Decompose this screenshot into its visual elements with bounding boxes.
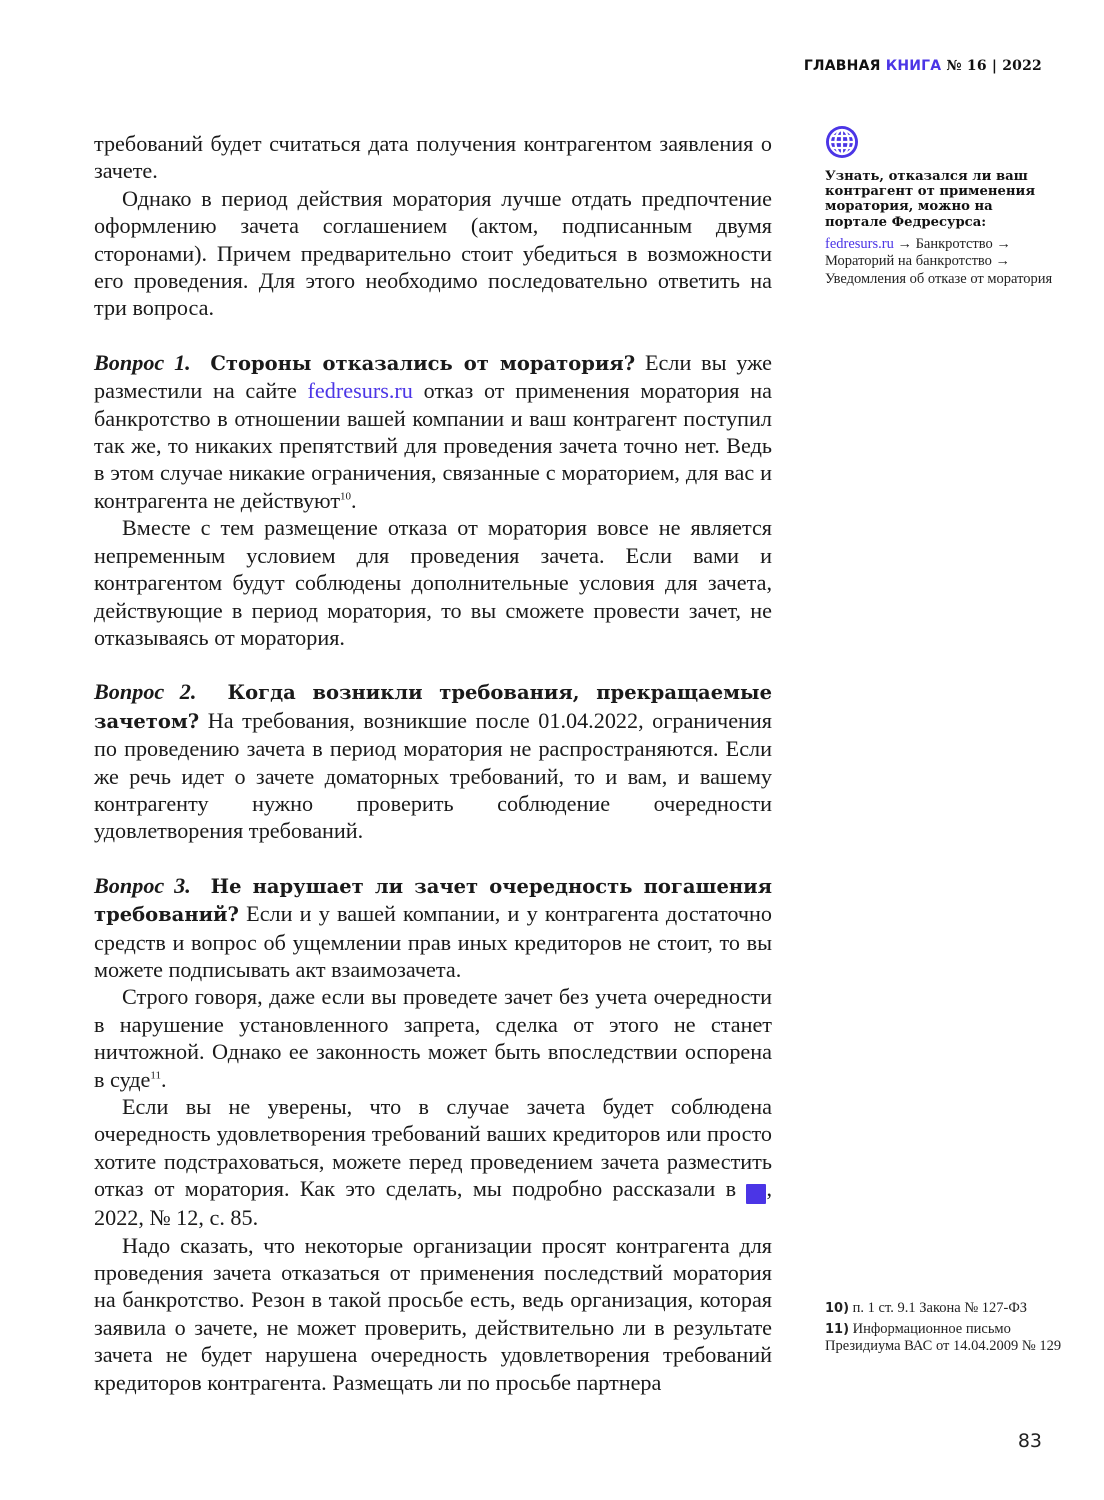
- fedresurs-link[interactable]: fedresurs.ru: [825, 235, 894, 252]
- sidebar-title: Узнать, отказался ли ваш контрагент от применения моратория, можно на портале Федресурса:: [825, 169, 1036, 230]
- footnote-ref[interactable]: 11: [150, 1069, 162, 1082]
- paragraph: Однако в период действия моратория лучше отдать предпочтение оформлению зачета соглашением (актом, подписанным двумя сторонами). Причем предварительно стоит убедиться в возможности его проведения. Для этого необходимо последовательно ответить на три вопроса.: [94, 185, 772, 321]
- paragraph: Вместе с тем размещение отказа от моратория вовсе не является непременным условием для проведения зачета. Если вами и контрагентом будут соблюдены дополнительные условия для зачета, действующие в период моратория, то вы сможете провести зачет, не отказываясь от моратория.: [94, 515, 772, 650]
- sidebar-path: fedresurs.ru → Банкротство → Мораторий на банкротство → Уведомления об отказе от моратория: [825, 235, 1053, 287]
- issue-number: № 16 | 2022: [946, 58, 1042, 74]
- question-label: Вопрос 3.: [94, 872, 191, 898]
- question-title: Стороны отказались от моратория?: [210, 351, 636, 375]
- paragraph: Строго говоря, даже если вы проведете зачет без учета очередности в нарушение установленного запрета, сделка от этого не станет ничтожной. Однако ее законность может быть впоследствии оспорена в суде$^{11}$.: [94, 984, 772, 1092]
- magazine-header: [804, 58, 1042, 74]
- article-body: [94, 130, 792, 1396]
- fedresurs-link[interactable]: fedresurs.ru: [307, 378, 413, 404]
- question-label: Вопрос 1.: [94, 349, 191, 375]
- question-label: Вопрос 2.: [94, 679, 197, 705]
- paragraph: Надо сказать, что некоторые организации просят контрагента для проведения зачета отказаться от применения последствий моратория на банкротство. Резон в такой просьбе есть, ведь организация, которая заявила о зачете, не может проверить, действительно ли в результате зачета не будет нарушена очередность удовлетворения требований кредиторов контрагента. Размещать ли по просьбе партнера: [94, 1232, 772, 1395]
- paragraph: требований будет считаться дата получения контрагентом заявления о зачете.: [94, 131, 772, 184]
- paragraph: Если вы не уверены, что в случае зачета будет соблюдена очередность удовлетворения требований ваших кредиторов или просто хотите подстраховаться, можете перед проведением зачета разместить отказ от моратория. Как это сделать, мы подробно рассказали в ГК, 2022, № 12, с. 85.: [94, 1094, 792, 1231]
- question-1: Вопрос 1. Стороны отказались от моратория? Если вы уже разместили на сайте fedresurs.ru отказ от применения моратория на банкротство в отношении вашей компании и ваш контрагент поступил так же, то никаких препятствий для проведения зачета точно нет. Ведь в этом случае никакие ограничения, связанные с мораторием, для вас и контрагента не действуют$^{10}$.: [94, 349, 773, 513]
- footnote-ref[interactable]: 10: [340, 490, 352, 503]
- question-2: Вопрос 2. Когда возникли требования, прекращаемые зачетом? На требования, возникшие после 01.04.2022, ограничения по проведению зачета в период моратория не распространяются. Если же речь идет о зачете доматорных требований, то и вам, и вашему контрагенту нужно проверить соблюдение очередности удовлетворения требований.: [94, 679, 772, 844]
- gk-magazine-icon[interactable]: ГК: [746, 1184, 766, 1204]
- globe-icon: [825, 125, 859, 159]
- page-number: 83: [1017, 1430, 1042, 1452]
- question-3: Вопрос 3. Не нарушает ли зачет очередность погашения требований? Если и у вашей компании, и у контрагента достаточно средств и вопрос об ущемлении прав иных кредиторов не стоит, то вы можете подписывать акт взаимозачета.: [94, 872, 772, 982]
- question-title: Не нарушает ли зачет очередность погашения требований?: [94, 874, 772, 927]
- footnote-11: 11) Информационное письмо Президиума ВАС от 14.04.2009 № 129: [825, 1321, 1062, 1354]
- question-title: Когда возникли требования, прекращаемые зачетом?: [94, 681, 772, 733]
- brand-name-accent: КНИГА: [885, 58, 942, 74]
- brand-name-main: ГЛАВНАЯ: [803, 58, 881, 74]
- sidebar-note: [825, 125, 1055, 289]
- footnotes: [825, 1300, 1065, 1359]
- footnote-10: 10) п. 1 ст. 9.1 Закона № 127-ФЗ: [825, 1300, 1028, 1316]
